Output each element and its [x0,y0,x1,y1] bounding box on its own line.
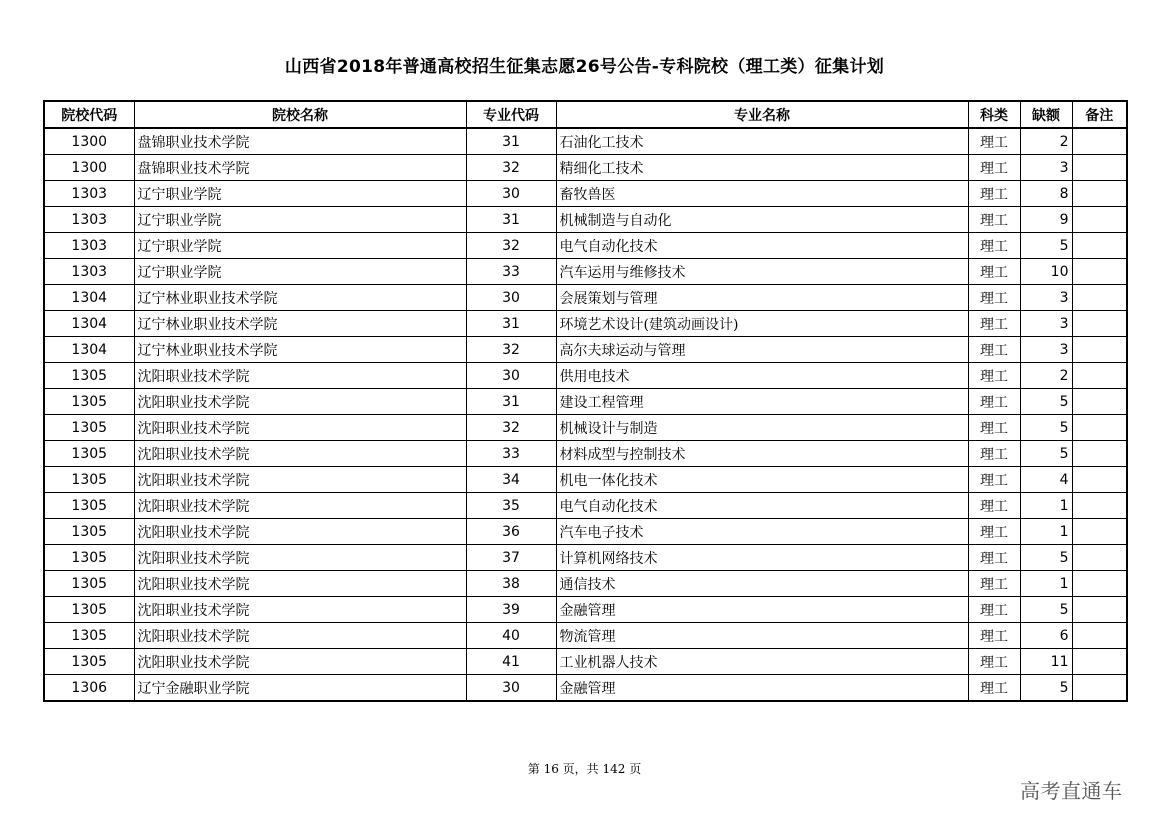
cell-quota: 6 [1020,623,1072,649]
cell-school-name: 沈阳职业技术学院 [134,467,466,493]
table-row [44,415,1127,441]
cell-quota: 3 [1020,337,1072,363]
cell-category: 理工 [968,493,1020,519]
cell-quota: 1 [1020,519,1072,545]
table-row [44,623,1127,649]
cell-school-code: 1305 [44,389,134,415]
table-row [44,519,1127,545]
cell-major-code: 30 [466,181,556,207]
cell-quota: 4 [1020,467,1072,493]
cell-school-code: 1305 [44,415,134,441]
cell-major-name: 石油化工技术 [556,128,968,155]
cell-quota: 11 [1020,649,1072,675]
table-row [44,389,1127,415]
cell-remark [1072,415,1127,441]
cell-quota: 5 [1020,597,1072,623]
cell-quota: 5 [1020,545,1072,571]
cell-major-name: 电气自动化技术 [556,493,968,519]
cell-category: 理工 [968,649,1020,675]
cell-quota: 5 [1020,441,1072,467]
table-row [44,597,1127,623]
cell-major-code: 36 [466,519,556,545]
cell-school-name: 辽宁林业职业技术学院 [134,337,466,363]
cell-category: 理工 [968,623,1020,649]
header-school-code: 院校代码 [44,101,134,128]
enrollment-plan-table [43,100,1128,702]
cell-major-name: 高尔夫球运动与管理 [556,337,968,363]
cell-category: 理工 [968,467,1020,493]
cell-school-code: 1305 [44,545,134,571]
table-row [44,233,1127,259]
cell-remark [1072,493,1127,519]
cell-major-name: 机电一体化技术 [556,467,968,493]
cell-school-code: 1304 [44,285,134,311]
header-category: 科类 [968,101,1020,128]
cell-school-code: 1304 [44,311,134,337]
cell-school-code: 1305 [44,519,134,545]
cell-remark [1072,233,1127,259]
cell-school-code: 1303 [44,181,134,207]
cell-major-code: 30 [466,285,556,311]
cell-quota: 5 [1020,415,1072,441]
cell-remark [1072,389,1127,415]
watermark: 高考直通车 [1020,779,1123,803]
cell-quota: 1 [1020,493,1072,519]
cell-major-code: 34 [466,467,556,493]
cell-school-code: 1305 [44,623,134,649]
cell-school-name: 辽宁林业职业技术学院 [134,311,466,337]
cell-school-code: 1305 [44,571,134,597]
cell-major-code: 32 [466,415,556,441]
cell-quota: 3 [1020,285,1072,311]
table-row [44,285,1127,311]
cell-school-name: 辽宁职业学院 [134,207,466,233]
cell-major-name: 环境艺术设计(建筑动画设计) [556,311,968,337]
cell-school-code: 1305 [44,649,134,675]
cell-major-name: 通信技术 [556,571,968,597]
cell-major-code: 31 [466,311,556,337]
cell-major-name: 机械设计与制造 [556,415,968,441]
cell-school-code: 1303 [44,259,134,285]
cell-major-code: 33 [466,259,556,285]
cell-school-code: 1305 [44,363,134,389]
cell-category: 理工 [968,545,1020,571]
header-major-name: 专业名称 [556,101,968,128]
page-number: 第 16 页，共 142 页 [527,762,642,776]
table-row [44,649,1127,675]
table-row [44,363,1127,389]
cell-school-name: 沈阳职业技术学院 [134,441,466,467]
table-row [44,259,1127,285]
table-row [44,207,1127,233]
table-row [44,675,1127,702]
table-row [44,311,1127,337]
cell-category: 理工 [968,128,1020,155]
cell-school-code: 1305 [44,467,134,493]
cell-remark [1072,675,1127,702]
cell-school-name: 沈阳职业技术学院 [134,649,466,675]
cell-major-code: 32 [466,233,556,259]
cell-quota: 5 [1020,233,1072,259]
cell-school-name: 沈阳职业技术学院 [134,571,466,597]
cell-category: 理工 [968,181,1020,207]
cell-school-code: 1303 [44,233,134,259]
cell-school-name: 辽宁林业职业技术学院 [134,285,466,311]
table-row [44,467,1127,493]
table-row [44,128,1127,155]
cell-remark [1072,128,1127,155]
cell-major-name: 金融管理 [556,675,968,702]
cell-school-name: 沈阳职业技术学院 [134,415,466,441]
cell-school-name: 沈阳职业技术学院 [134,519,466,545]
cell-quota: 9 [1020,207,1072,233]
cell-remark [1072,519,1127,545]
cell-remark [1072,597,1127,623]
cell-school-name: 沈阳职业技术学院 [134,545,466,571]
cell-category: 理工 [968,519,1020,545]
cell-school-name: 盘锦职业技术学院 [134,128,466,155]
cell-remark [1072,207,1127,233]
cell-school-code: 1300 [44,128,134,155]
cell-major-code: 38 [466,571,556,597]
table-row [44,441,1127,467]
cell-major-name: 汽车电子技术 [556,519,968,545]
cell-remark [1072,649,1127,675]
cell-major-name: 建设工程管理 [556,389,968,415]
cell-quota: 3 [1020,155,1072,181]
cell-remark [1072,259,1127,285]
cell-major-code: 33 [466,441,556,467]
cell-major-code: 41 [466,649,556,675]
cell-remark [1072,467,1127,493]
cell-school-name: 沈阳职业技术学院 [134,493,466,519]
cell-major-code: 37 [466,545,556,571]
cell-remark [1072,545,1127,571]
cell-remark [1072,441,1127,467]
cell-remark [1072,571,1127,597]
table-row [44,181,1127,207]
cell-remark [1072,181,1127,207]
cell-quota: 5 [1020,389,1072,415]
cell-category: 理工 [968,259,1020,285]
header-quota: 缺额 [1020,101,1072,128]
cell-school-code: 1304 [44,337,134,363]
cell-major-code: 30 [466,363,556,389]
cell-school-code: 1305 [44,493,134,519]
table-body [44,128,1127,701]
cell-school-name: 沈阳职业技术学院 [134,597,466,623]
cell-quota: 1 [1020,571,1072,597]
cell-major-code: 39 [466,597,556,623]
cell-category: 理工 [968,363,1020,389]
cell-category: 理工 [968,571,1020,597]
cell-remark [1072,623,1127,649]
cell-school-code: 1300 [44,155,134,181]
cell-category: 理工 [968,311,1020,337]
cell-category: 理工 [968,233,1020,259]
cell-major-name: 金融管理 [556,597,968,623]
cell-major-name: 工业机器人技术 [556,649,968,675]
cell-major-code: 32 [466,337,556,363]
cell-quota: 8 [1020,181,1072,207]
header-remark: 备注 [1072,101,1127,128]
cell-school-name: 辽宁金融职业学院 [134,675,466,702]
cell-school-name: 沈阳职业技术学院 [134,363,466,389]
cell-remark [1072,337,1127,363]
cell-major-name: 汽车运用与维修技术 [556,259,968,285]
cell-category: 理工 [968,285,1020,311]
cell-school-code: 1306 [44,675,134,702]
cell-category: 理工 [968,415,1020,441]
page-title: 山西省2018年普通高校招生征集志愿26号公告-专科院校（理工类）征集计划 [284,57,885,77]
cell-remark [1072,285,1127,311]
cell-major-code: 40 [466,623,556,649]
cell-remark [1072,311,1127,337]
cell-major-code: 31 [466,207,556,233]
cell-school-code: 1305 [44,441,134,467]
header-major-code: 专业代码 [466,101,556,128]
cell-category: 理工 [968,337,1020,363]
cell-school-name: 盘锦职业技术学院 [134,155,466,181]
cell-major-code: 32 [466,155,556,181]
cell-major-code: 31 [466,389,556,415]
cell-major-name: 会展策划与管理 [556,285,968,311]
cell-major-name: 精细化工技术 [556,155,968,181]
cell-quota: 5 [1020,675,1072,702]
cell-school-name: 辽宁职业学院 [134,259,466,285]
table-row [44,545,1127,571]
table-row [44,155,1127,181]
cell-major-name: 材料成型与控制技术 [556,441,968,467]
cell-major-name: 电气自动化技术 [556,233,968,259]
table-row [44,571,1127,597]
cell-category: 理工 [968,155,1020,181]
cell-quota: 2 [1020,363,1072,389]
table-row [44,337,1127,363]
cell-major-code: 30 [466,675,556,702]
table-row [44,493,1127,519]
cell-major-name: 物流管理 [556,623,968,649]
cell-major-name: 计算机网络技术 [556,545,968,571]
table-header-row [44,101,1127,128]
cell-school-name: 沈阳职业技术学院 [134,623,466,649]
cell-category: 理工 [968,207,1020,233]
cell-quota: 3 [1020,311,1072,337]
cell-major-name: 畜牧兽医 [556,181,968,207]
header-school-name: 院校名称 [134,101,466,128]
cell-school-code: 1303 [44,207,134,233]
cell-quota: 10 [1020,259,1072,285]
cell-category: 理工 [968,389,1020,415]
cell-school-code: 1305 [44,597,134,623]
cell-quota: 2 [1020,128,1072,155]
cell-remark [1072,363,1127,389]
cell-major-code: 35 [466,493,556,519]
cell-major-name: 供用电技术 [556,363,968,389]
cell-category: 理工 [968,675,1020,702]
cell-school-name: 沈阳职业技术学院 [134,389,466,415]
cell-category: 理工 [968,441,1020,467]
cell-major-code: 31 [466,128,556,155]
cell-school-name: 辽宁职业学院 [134,233,466,259]
cell-category: 理工 [968,597,1020,623]
cell-major-name: 机械制造与自动化 [556,207,968,233]
cell-remark [1072,155,1127,181]
cell-school-name: 辽宁职业学院 [134,181,466,207]
